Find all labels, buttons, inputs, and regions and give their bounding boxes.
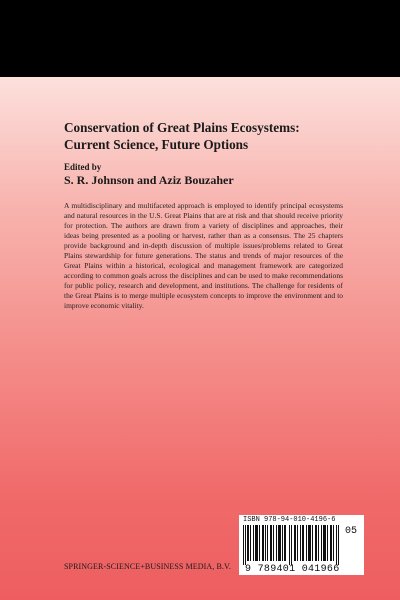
ean-digits: 9 789401 041966 [245,564,340,575]
description-text: A multidisciplinary and multifaceted approach is employed to identify principal ecosystems and natural resources in the U.S. Great Plains that are at risk and that should receive priority for protection. The authors are drawn from a variety of disciplines and approaches, their ideas being presented as a pooling or harvest, rather than as a consensus. The 25 chapters provide background and in-depth discussion of multiple issues/problems related to Great Plains stewardship for future generations. The status and trends of major resources of the Great Plains within a historical, ecological and management framework are categorized according to common goals across the disciplines and can be used to make recommendations for public policy, research and development, and institutions. The challenge for residents of the Great Plains is to merge multiple ecosystem concepts to improve the environment and to improve economic vitality. [64,201,343,310]
publisher-name: SPRINGER-SCIENCE+BUSINESS MEDIA, B.V. [64,562,231,571]
isbn-text: ISBN 978-94-010-4196-6 [243,516,336,524]
book-title-line-1: Conservation of Great Plains Ecosystems: [64,120,300,135]
book-description [64,201,343,311]
book-title-line-2: Current Science, Future Options [64,137,249,152]
editors-names: S. R. Johnson and Aziz Bouzaher [64,173,234,187]
edited-by-label: Edited by [64,162,102,172]
book-title [64,119,364,153]
top-black-band [0,0,400,77]
barcode-addon-digits: 05 [345,526,358,537]
barcode-bars [243,525,341,565]
isbn-barcode [239,515,364,575]
